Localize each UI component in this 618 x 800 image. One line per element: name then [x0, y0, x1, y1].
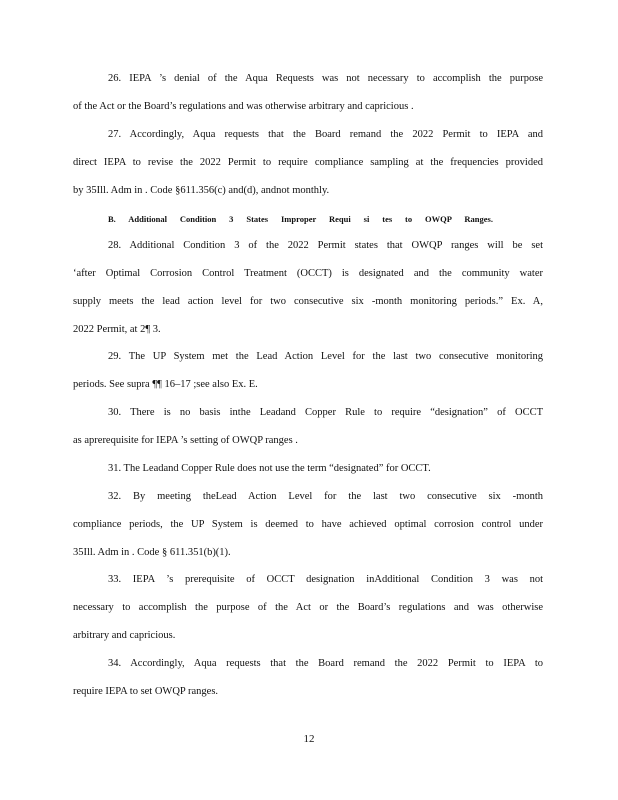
section-heading-b: B. Additional Condition 3 States Improper Requi si tes to OWQP Ranges.	[108, 214, 493, 224]
paragraph-27-line-2: direct IEPA to revise the 2022 Permit to require compliance sampling at the frequencies provided	[73, 157, 543, 168]
paragraph-29-line-2: periods. See supra ¶¶ 16–17 ;see also Ex. E.	[73, 379, 258, 390]
paragraph-30-line-2: as aprerequisite for IEPA ’s setting of OWQP ranges .	[73, 435, 298, 446]
paragraph-34-line-2: require IEPA to set OWQP ranges.	[73, 686, 219, 697]
paragraph-29-line-1: 29. The UP System met the Lead Action Level for the last two consecutive monitoring	[108, 351, 543, 362]
paragraph-32-line-2: compliance periods, the UP System is deemed to have achieved optimal corrosion control under	[73, 519, 543, 530]
paragraph-27-line-3: by 35Ill. Adm in . Code §611.356(c) and(d), andnot monthly.	[73, 185, 330, 196]
paragraph-33-line-2: necessary to accomplish the purpose of the Act or the Board’s regulations and was otherwise	[73, 602, 543, 613]
paragraph-32-line-1: 32. By meeting theLead Action Level for the last two consecutive six -month	[108, 491, 543, 502]
paragraph-26-line-1: 26. IEPA ’s denial of the Aqua Requests was not necessary to accomplish the purpose	[108, 73, 543, 84]
paragraph-30-line-1: 30. There is no basis inthe Leadand Copper Rule to require “designation” of OCCT	[108, 407, 543, 418]
page-number: 12	[303, 733, 315, 745]
paragraph-26-line-2: of the Act or the Board’s regulations and was otherwise arbitrary and capricious .	[73, 101, 414, 112]
paragraph-28-line-2: ‘after Optimal Corrosion Control Treatment (OCCT) is designated and the community water	[73, 268, 543, 279]
paragraph-27-line-1: 27. Accordingly, Aqua requests that the Board remand the 2022 Permit to IEPA and	[108, 129, 543, 140]
paragraph-28-line-3: supply meets the lead action level for two consecutive six -month monitoring periods.” Ex. A,	[73, 296, 543, 307]
paragraph-32-line-3: 35Ill. Adm in . Code § 611.351(b)(1).	[73, 547, 231, 558]
paragraph-28-line-1: 28. Additional Condition 3 of the 2022 Permit states that OWQP ranges will be set	[108, 240, 543, 251]
paragraph-31-line-1: 31. The Leadand Copper Rule does not use the term “designated” for OCCT.	[108, 463, 431, 474]
paragraph-33-line-3: arbitrary and capricious.	[73, 630, 176, 641]
paragraph-33-line-1: 33. IEPA ’s prerequisite of OCCT designation inAdditional Condition 3 was not	[108, 574, 543, 585]
paragraph-34-line-1: 34. Accordingly, Aqua requests that the Board remand the 2022 Permit to IEPA to	[108, 658, 543, 669]
paragraph-28-line-4: 2022 Permit, at 2¶ 3.	[73, 324, 161, 335]
